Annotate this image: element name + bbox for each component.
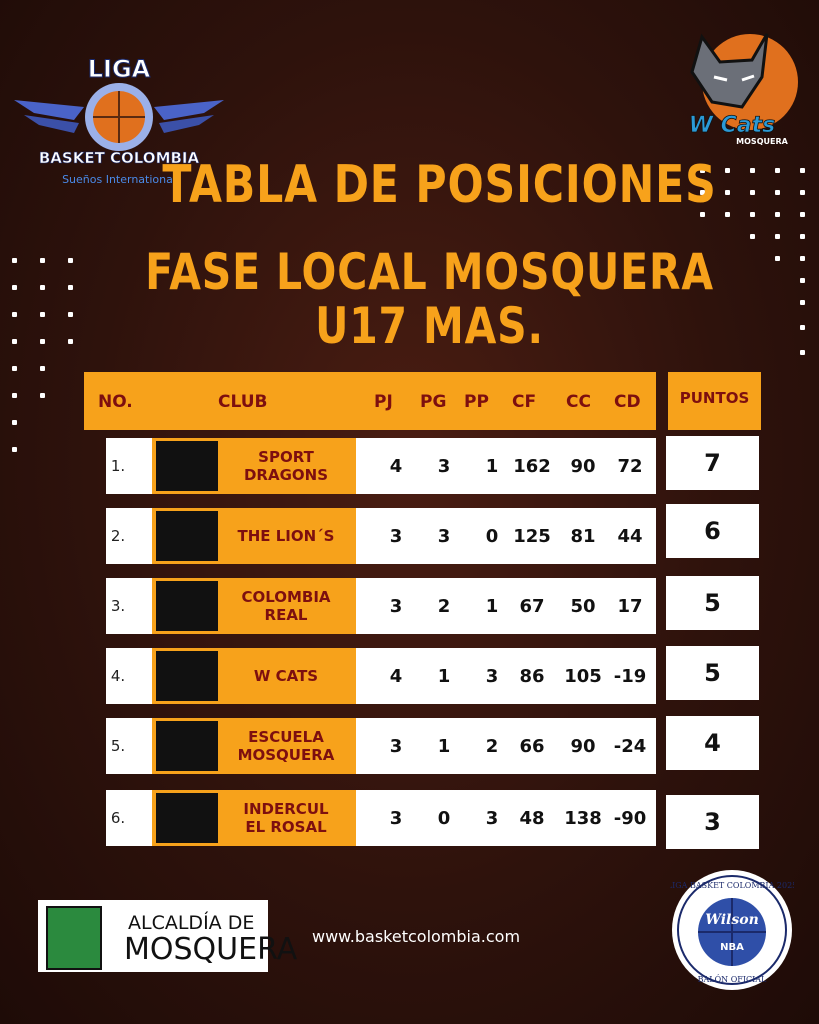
cell-puntos: 6: [666, 504, 759, 558]
row-number: 3.: [110, 597, 126, 615]
club-name-line-1: ESCUELA: [248, 728, 324, 746]
cell-cd: -90: [613, 808, 647, 829]
cell-pg: 3: [437, 526, 451, 547]
club-name: [222, 438, 350, 494]
cell-cd: 72: [617, 456, 643, 477]
liga-top-text: LIGA: [87, 55, 151, 83]
cell-pj: 3: [389, 596, 403, 617]
ball-brand-text: Wilson: [705, 912, 759, 928]
page-title: TABLA DE POSICIONES: [162, 155, 717, 215]
cell-cf: 67: [519, 596, 545, 617]
club-name: [222, 508, 350, 564]
cell-pp: 0: [485, 526, 499, 547]
row-number: 2.: [110, 527, 126, 545]
header-club: CLUB: [218, 392, 268, 412]
club-name: [222, 578, 350, 634]
table-row: [106, 790, 656, 846]
cell-pp: 3: [485, 666, 499, 687]
official-ball-badge: [670, 868, 794, 992]
club-cell: [152, 790, 356, 846]
alcaldia-line-2: MOSQUERA: [124, 932, 298, 967]
cell-cd: -19: [613, 666, 647, 687]
cell-puntos: 5: [666, 576, 759, 630]
wcats-logo-text: W Cats: [688, 113, 776, 138]
club-name-line-2: MOSQUERA: [237, 746, 335, 764]
table-header: [84, 372, 656, 430]
ball-top-text: LIGA BASKET COLOMBIA 2025: [670, 881, 794, 890]
cell-cf: 66: [519, 736, 545, 757]
cell-cc: 90: [570, 736, 596, 757]
club-badge-icon: [156, 441, 218, 491]
header-puntos-box: [668, 372, 761, 430]
ball-nba-text: NBA: [720, 942, 744, 953]
page-subtitle: [94, 245, 766, 353]
club-name: [222, 790, 350, 846]
cell-pj: 3: [389, 808, 403, 829]
header-puntos: PUNTOS: [679, 389, 750, 407]
club-cell: [152, 508, 356, 564]
alcaldia-line-1: ALCALDÍA DE: [128, 912, 255, 934]
cell-cd: -24: [613, 736, 647, 757]
cell-pp: 1: [485, 456, 499, 477]
cell-puntos: 3: [666, 795, 759, 849]
row-number: 6.: [110, 809, 126, 827]
table-row: [106, 648, 656, 704]
row-number: 4.: [110, 667, 126, 685]
alcaldia-mosquera-logo: [38, 900, 298, 972]
club-badge-icon: [156, 511, 218, 561]
header-cc: CC: [566, 392, 591, 412]
cell-pj: 4: [389, 666, 403, 687]
mosquera-shield-icon: [46, 906, 102, 970]
cell-pp: 2: [485, 736, 499, 757]
cell-pg: 1: [437, 666, 451, 687]
cell-cc: 138: [564, 808, 602, 829]
header-cf: CF: [512, 392, 537, 412]
cell-cc: 90: [570, 456, 596, 477]
club-name-line-2: DRAGONS: [243, 466, 329, 484]
header-pj: PJ: [374, 392, 393, 412]
cell-cf: 86: [519, 666, 545, 687]
cell-cd: 44: [617, 526, 643, 547]
club-name-line-1: INDERCUL: [243, 800, 329, 818]
club-cell: [152, 578, 356, 634]
cell-cc: 105: [564, 666, 602, 687]
club-name-line-1: W CATS: [253, 667, 319, 685]
club-badge-icon: [156, 721, 218, 771]
club-cell: [152, 718, 356, 774]
website-link[interactable]: www.basketcolombia.com: [312, 927, 521, 946]
header-pg: PG: [420, 392, 447, 412]
subtitle-line-1: FASE LOCAL MOSQUERA: [145, 243, 714, 301]
club-name: [222, 648, 350, 704]
club-cell: [152, 648, 356, 704]
liga-bottom-text: BASKET COLOMBIA: [38, 149, 200, 167]
club-badge-icon: [156, 581, 218, 631]
table-row: [106, 438, 656, 494]
ball-bottom-text: BALÓN OFICIAL: [697, 975, 767, 984]
table-row: [106, 718, 656, 774]
cell-cc: 81: [570, 526, 596, 547]
header-no: NO.: [98, 392, 133, 412]
club-name-line-2: REAL: [264, 606, 308, 624]
club-name-line-1: SPORT: [258, 448, 314, 466]
club-name: [222, 718, 350, 774]
cell-pg: 0: [437, 808, 451, 829]
subtitle-line-2: U17 MAS.: [315, 297, 544, 355]
wcats-logo: [672, 22, 802, 152]
cell-pj: 3: [389, 526, 403, 547]
cell-cd: 17: [617, 596, 643, 617]
club-name-line-1: COLOMBIA: [241, 588, 331, 606]
liga-tag-text: Sueños International: [62, 173, 176, 186]
cell-puntos: 4: [666, 716, 759, 770]
cell-pp: 1: [485, 596, 499, 617]
cell-pj: 4: [389, 456, 403, 477]
cell-cc: 50: [570, 596, 596, 617]
club-name-line-2: EL ROSAL: [245, 818, 327, 836]
header-cd: CD: [614, 392, 641, 412]
wcats-logo-sub: MOSQUERA: [736, 137, 788, 146]
cell-pg: 3: [437, 456, 451, 477]
table-row: [106, 508, 656, 564]
row-number: 5.: [110, 737, 126, 755]
cell-puntos: 5: [666, 646, 759, 700]
cell-pp: 3: [485, 808, 499, 829]
club-badge-icon: [156, 793, 218, 843]
cell-cf: 162: [513, 456, 551, 477]
cell-pj: 3: [389, 736, 403, 757]
club-cell: [152, 438, 356, 494]
table-row: [106, 578, 656, 634]
cell-cf: 48: [519, 808, 545, 829]
club-name-line-1: THE LION´S: [237, 527, 335, 545]
cell-pg: 2: [437, 596, 451, 617]
row-number: 1.: [110, 457, 126, 475]
cell-puntos: 7: [666, 436, 759, 490]
header-pp: PP: [464, 392, 489, 412]
cell-cf: 125: [513, 526, 551, 547]
club-badge-icon: [156, 651, 218, 701]
cell-pg: 1: [437, 736, 451, 757]
